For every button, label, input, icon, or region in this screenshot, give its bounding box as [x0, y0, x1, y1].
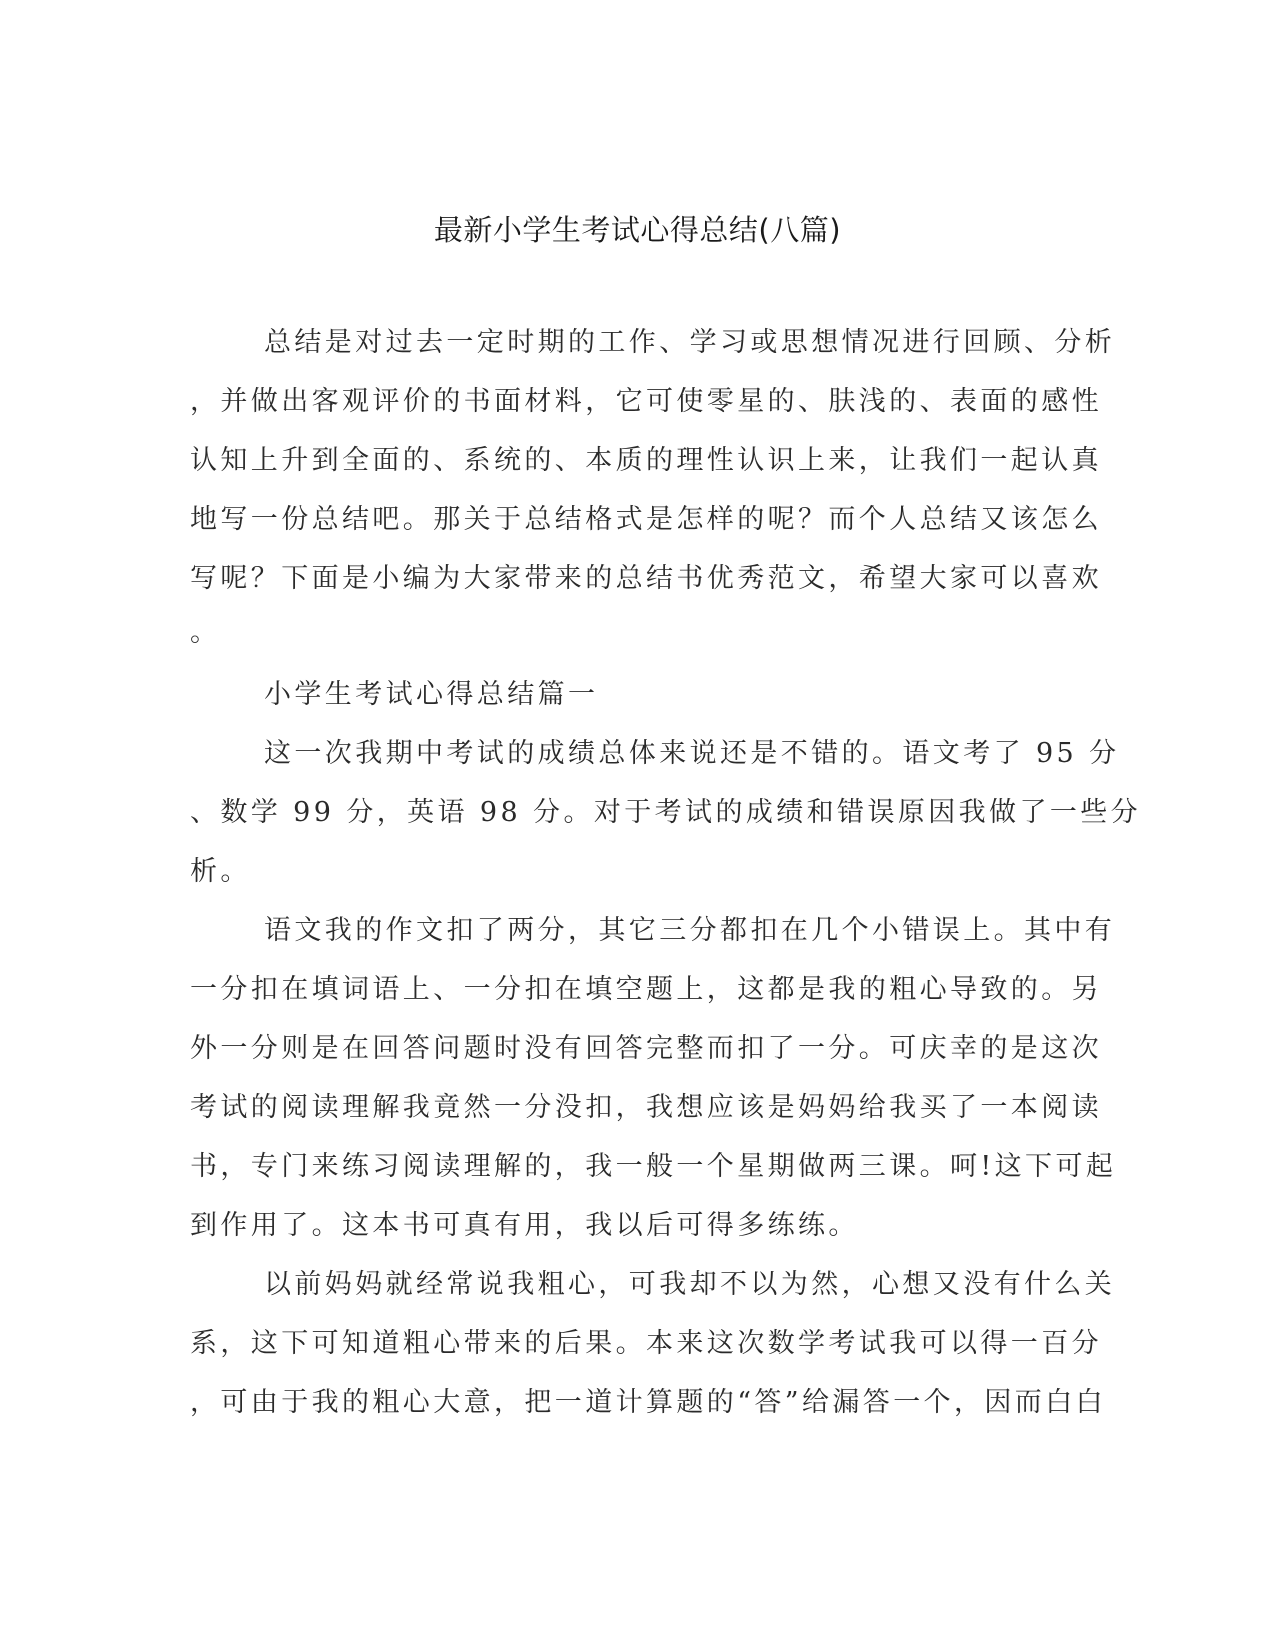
text-line: 系，这下可知道粗心带来的后果。本来这次数学考试我可以得一百分 [190, 1328, 1102, 1359]
section-heading: 小学生考试心得总结篇一 [264, 679, 599, 710]
document-title: 最新小学生考试心得总结(八篇) [433, 213, 842, 247]
text-line: 以前妈妈就经常说我粗心，可我却不以为然，心想又没有什么关 [264, 1269, 1116, 1300]
text-line: 、数学 99 分，英语 98 分。对于考试的成绩和错误原因我做了一些分 [190, 797, 1142, 828]
text-line: 书，专门来练习阅读理解的，我一般一个星期做两三课。呵!这下可起 [190, 1151, 1117, 1182]
text-line: 。 [190, 617, 221, 648]
text-line: 外一分则是在回答问题时没有回答完整而扣了一分。可庆幸的是这次 [190, 1033, 1102, 1064]
text-line: 到作用了。这本书可真有用，我以后可得多练练。 [190, 1210, 859, 1241]
text-line: ，可由于我的粗心大意，把一道计算题的“答”给漏答一个，因而白白 [190, 1387, 1107, 1418]
text-line: 认知上升到全面的、系统的、本质的理性认识上来，让我们一起认真 [190, 445, 1102, 476]
text-line: 这一次我期中考试的成绩总体来说还是不错的。语文考了 95 分 [264, 738, 1120, 769]
text-line: 地写一份总结吧。那关于总结格式是怎样的呢？而个人总结又该怎么 [190, 504, 1102, 535]
text-line: 考试的阅读理解我竟然一分没扣，我想应该是妈妈给我买了一本阅读 [190, 1092, 1102, 1123]
text-line: 总结是对过去一定时期的工作、学习或思想情况进行回顾、分析 [264, 327, 1116, 358]
text-line: 语文我的作文扣了两分，其它三分都扣在几个小错误上。其中有 [264, 915, 1116, 946]
text-line: ，并做出客观评价的书面材料，它可使零星的、肤浅的、表面的感性 [190, 386, 1102, 417]
text-line: 一分扣在填词语上、一分扣在填空题上，这都是我的粗心导致的。另 [190, 974, 1102, 1005]
text-line: 析。 [190, 856, 251, 887]
text-line: 写呢？下面是小编为大家带来的总结书优秀范文，希望大家可以喜欢 [190, 563, 1102, 594]
